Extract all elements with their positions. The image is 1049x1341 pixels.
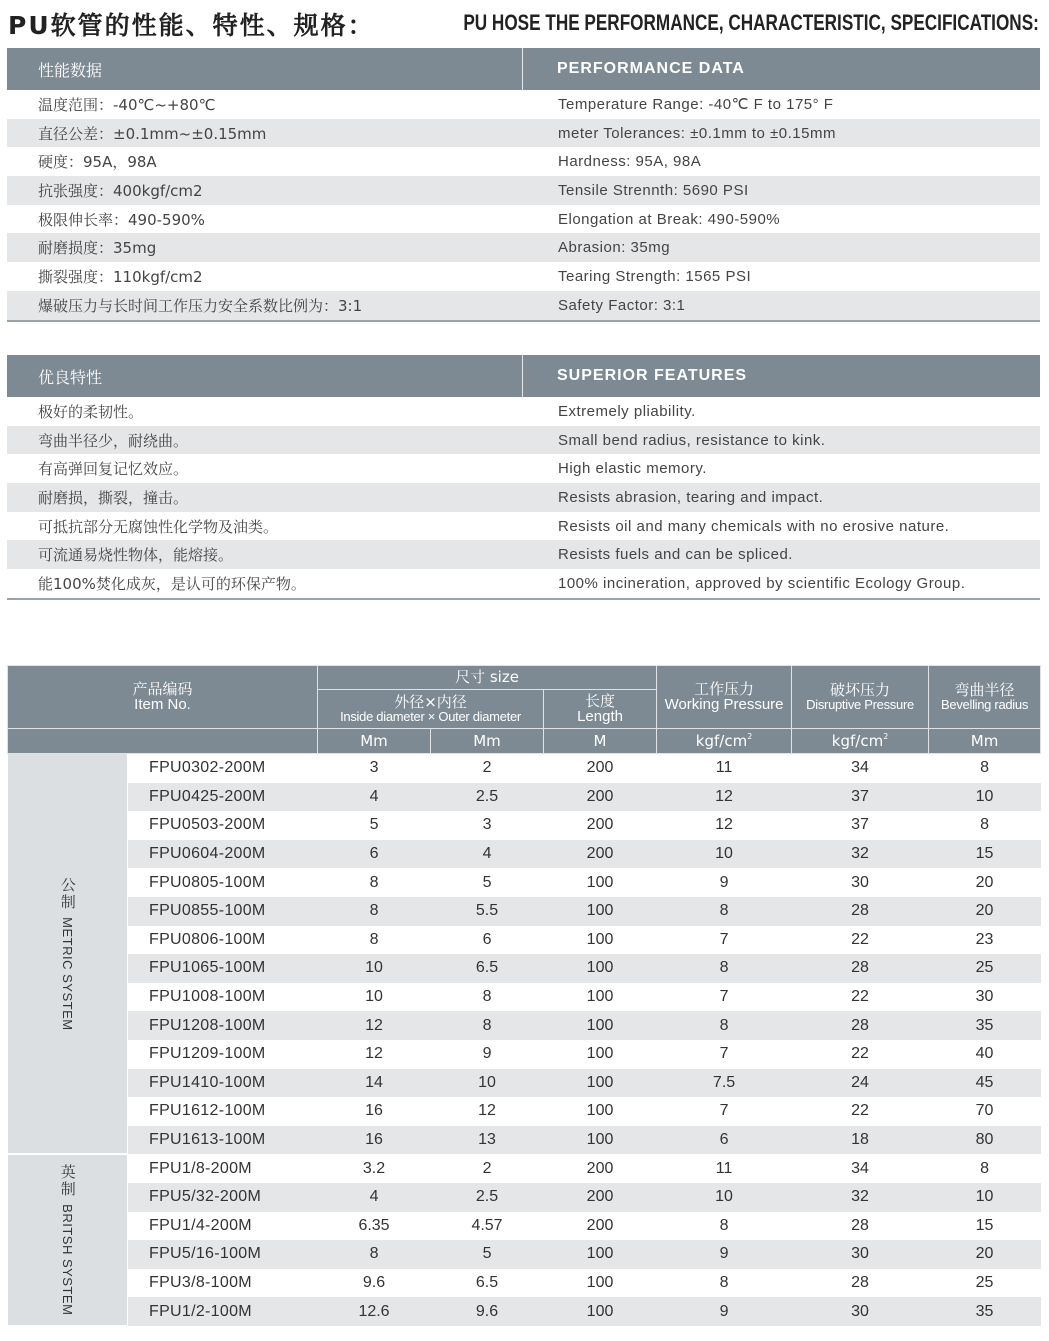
cell-outer-diameter: 8 xyxy=(318,897,431,926)
performance-row xyxy=(7,90,1040,119)
cell-disruptive-pressure: 22 xyxy=(851,1045,869,1063)
cell-working-pressure: 7.5 xyxy=(657,1069,792,1098)
page-title-cn: PU软管的性能、特性、规格： xyxy=(8,11,375,40)
cell-disruptive-pressure: 22 xyxy=(851,1102,869,1120)
cell-bevelling-radius: 8 xyxy=(980,1159,989,1177)
performance-header-en: PERFORMANCE DATA xyxy=(557,60,745,77)
divider xyxy=(7,320,1040,322)
unit-dp-text: kgf/cm xyxy=(831,731,884,750)
cell-outer-diameter: 8 xyxy=(318,1240,431,1269)
performance-cn: 硬度：95A，98A xyxy=(38,153,157,172)
cell-outer-diameter: 8 xyxy=(369,873,379,891)
unit-br: Mm xyxy=(929,729,1041,754)
table-row xyxy=(8,1212,1041,1241)
cell-outer-diameter: 6.35 xyxy=(358,1216,390,1234)
performance-cn: 直径公差：±0.1mm~±0.15mm xyxy=(38,124,267,143)
cell-working-pressure: 8 xyxy=(719,1216,729,1234)
cell-item-code: FPU1612-100M xyxy=(149,1102,266,1120)
cell-length: 100 xyxy=(586,930,614,948)
cell-outer-diameter: 12.6 xyxy=(318,1297,431,1326)
cell-item-code: FPU0425-200M xyxy=(128,783,318,812)
performance-row xyxy=(7,205,1040,234)
cell-length: 100 xyxy=(586,1273,614,1291)
cell-working-pressure: 7 xyxy=(719,1045,729,1063)
cell-inner-diameter: 2 xyxy=(482,1159,492,1177)
cell-outer-diameter: 9.6 xyxy=(362,1273,386,1291)
table-row xyxy=(8,1240,1041,1269)
performance-cn: 撕裂强度：110kgf/cm2 xyxy=(38,267,203,286)
header-length-cn: 长度 xyxy=(585,691,616,710)
cell-length: 200 xyxy=(544,840,657,869)
cell-disruptive-pressure: 18 xyxy=(792,1126,929,1155)
cell-working-pressure: 9 xyxy=(657,1240,792,1269)
cell-length: 100 xyxy=(544,1126,657,1155)
cell-outer-diameter: 8 xyxy=(369,930,379,948)
table-row xyxy=(8,783,1041,812)
group-label xyxy=(8,754,128,1155)
unit-wp-text: kgf/cm xyxy=(695,731,748,750)
unit-wp xyxy=(657,729,792,754)
cell-bevelling-radius: 20 xyxy=(929,897,1041,926)
performance-en: Hardness: 95A, 98A xyxy=(558,153,702,171)
cell-length: 100 xyxy=(586,1102,614,1120)
cell-outer-diameter: 14 xyxy=(318,1069,431,1098)
cell-length: 100 xyxy=(586,1045,614,1063)
cell-outer-diameter: 12 xyxy=(318,1011,431,1040)
spec-body xyxy=(8,754,1041,1326)
group-label-en: METRIC SYSTEM xyxy=(59,917,75,1031)
performance-en: Elongation at Break: 490-590% xyxy=(558,210,781,228)
performance-en: Tensile Strennth: 5690 PSI xyxy=(558,181,749,199)
features-header-en: SUPERIOR FEATURES xyxy=(557,367,748,384)
table-row xyxy=(8,811,1041,840)
cell-inner-diameter: 9.6 xyxy=(431,1297,544,1326)
cell-item-code: FPU1008-100M xyxy=(149,988,266,1006)
feature-cn: 有高弹回复记忆效应。 xyxy=(38,460,189,479)
performance-en: Abrasion: 35mg xyxy=(558,239,671,257)
cell-bevelling-radius: 10 xyxy=(929,783,1041,812)
cell-item-code: FPU5/32-200M xyxy=(128,1183,318,1212)
cell-bevelling-radius: 40 xyxy=(975,1045,994,1063)
header-length-en: Length xyxy=(577,708,623,725)
cell-item-code: FPU1208-100M xyxy=(128,1011,318,1040)
group-label-en: BRITSH SYSTEM xyxy=(59,1204,75,1316)
cell-outer-diameter: 5 xyxy=(369,816,379,834)
header-disruptive-pressure xyxy=(792,666,929,729)
cell-bevelling-radius: 25 xyxy=(929,954,1041,983)
header-dp-en: Disruptive Pressure xyxy=(806,697,914,713)
cell-item-code: FPU0806-100M xyxy=(149,930,266,948)
cell-working-pressure: 7 xyxy=(719,988,729,1006)
cell-disruptive-pressure: 30 xyxy=(792,1240,929,1269)
page-title-en: PU HOSE THE PERFORMANCE, CHARACTERISTIC, SPECIFICATIONS: xyxy=(463,10,1039,35)
cell-working-pressure: 8 xyxy=(657,1011,792,1040)
feature-row xyxy=(7,540,1040,569)
cell-length: 100 xyxy=(544,1297,657,1326)
performance-row xyxy=(7,291,1040,320)
cell-item-code: FPU1/2-100M xyxy=(128,1297,318,1326)
table-row xyxy=(8,754,1041,783)
cell-item-code: FPU5/16-100M xyxy=(128,1240,318,1269)
cell-inner-diameter: 4 xyxy=(431,840,544,869)
cell-bevelling-radius: 35 xyxy=(929,1011,1041,1040)
table-row xyxy=(8,1183,1041,1212)
cell-bevelling-radius: 20 xyxy=(929,1240,1041,1269)
cell-bevelling-radius: 45 xyxy=(929,1069,1041,1098)
cell-disruptive-pressure: 32 xyxy=(792,1183,929,1212)
feature-en: Resists oil and many chemicals with no erosive nature. xyxy=(558,517,950,535)
performance-cn: 极限伸长率：490-590% xyxy=(38,210,205,229)
cell-disruptive-pressure: 34 xyxy=(851,1159,869,1177)
cell-inner-diameter: 3 xyxy=(482,816,492,834)
cell-length: 200 xyxy=(586,816,614,834)
group-label xyxy=(8,1154,128,1326)
divider xyxy=(7,598,1040,600)
cell-disruptive-pressure: 28 xyxy=(792,954,929,983)
table-row xyxy=(8,1011,1041,1040)
feature-en: High elastic memory. xyxy=(558,460,707,478)
cell-inner-diameter: 5 xyxy=(431,1240,544,1269)
table-row xyxy=(8,840,1041,869)
unit-dp-sup: 2 xyxy=(883,731,889,741)
cell-item-code: FPU0503-200M xyxy=(149,816,266,834)
table-row xyxy=(8,1297,1041,1326)
table-row xyxy=(8,1269,1041,1298)
cell-length: 100 xyxy=(544,954,657,983)
cell-outer-diameter: 10 xyxy=(365,988,383,1006)
cell-inner-diameter: 6.5 xyxy=(431,954,544,983)
cell-length: 200 xyxy=(544,783,657,812)
cell-item-code: FPU1/8-200M xyxy=(149,1159,252,1177)
cell-item-code: FPU1/4-200M xyxy=(149,1216,252,1234)
cell-bevelling-radius: 23 xyxy=(975,930,994,948)
performance-header-cn: 性能数据 xyxy=(7,48,523,90)
unit-id: Mm xyxy=(431,729,544,754)
performance-cn: 温度范围：-40℃~+80℃ xyxy=(38,95,216,114)
performance-en: meter Tolerances: ±0.1mm to ±0.15mm xyxy=(558,124,836,142)
cell-inner-diameter: 13 xyxy=(431,1126,544,1155)
cell-inner-diameter: 6 xyxy=(482,930,492,948)
cell-disruptive-pressure: 28 xyxy=(792,1011,929,1040)
feature-row xyxy=(7,454,1040,483)
spec-table xyxy=(7,665,1041,1327)
table-row xyxy=(8,897,1041,926)
cell-inner-diameter: 2 xyxy=(482,759,492,777)
header-size: 尺寸 size xyxy=(318,666,657,690)
cell-length: 100 xyxy=(586,873,614,891)
unit-spacer xyxy=(8,729,318,754)
performance-en: Tearing Strength: 1565 PSI xyxy=(558,267,752,285)
header-working-pressure xyxy=(657,666,792,729)
feature-row xyxy=(7,512,1040,541)
cell-working-pressure: 7 xyxy=(719,930,729,948)
cell-bevelling-radius: 25 xyxy=(975,1273,994,1291)
feature-en: 100% incineration, approved by scientific Ecology Group. xyxy=(558,574,966,592)
performance-row xyxy=(7,233,1040,262)
cell-disruptive-pressure: 22 xyxy=(851,930,869,948)
cell-disruptive-pressure: 28 xyxy=(851,1273,869,1291)
feature-cn: 极好的柔韧性。 xyxy=(38,402,144,421)
cell-disruptive-pressure: 32 xyxy=(792,840,929,869)
cell-item-code: FPU1410-100M xyxy=(128,1069,318,1098)
performance-cn: 爆破压力与长时间工作压力安全系数比例为：3:1 xyxy=(38,296,363,315)
unit-length: M xyxy=(544,729,657,754)
feature-en: Resists fuels and can be spliced. xyxy=(558,546,793,564)
cell-length: 100 xyxy=(544,1011,657,1040)
cell-bevelling-radius: 8 xyxy=(980,759,989,777)
header-diameter-cn: 外径×内径 xyxy=(394,692,467,711)
unit-dp xyxy=(792,729,929,754)
cell-working-pressure: 10 xyxy=(657,1183,792,1212)
performance-en: Safety Factor: 3:1 xyxy=(558,296,686,314)
cell-working-pressure: 12 xyxy=(715,816,733,834)
cell-length: 200 xyxy=(544,1183,657,1212)
feature-row xyxy=(7,569,1040,598)
cell-disruptive-pressure: 37 xyxy=(851,816,869,834)
table-row xyxy=(8,1040,1041,1069)
performance-row xyxy=(7,147,1040,176)
cell-item-code: FPU1209-100M xyxy=(149,1045,266,1063)
features-header-cn: 优良特性 xyxy=(7,355,523,397)
cell-bevelling-radius: 8 xyxy=(980,816,989,834)
table-row xyxy=(8,926,1041,955)
cell-outer-diameter: 16 xyxy=(318,1126,431,1155)
performance-en: Temperature Range: -40℃ F to 175° F xyxy=(558,96,834,114)
group-label-cn: 英制 xyxy=(58,1164,76,1199)
cell-working-pressure: 8 xyxy=(657,897,792,926)
cell-bevelling-radius: 15 xyxy=(929,840,1041,869)
cell-item-code: FPU0805-100M xyxy=(149,873,266,891)
feature-cn: 可抵抗部分无腐蚀性化学物及油类。 xyxy=(38,517,279,536)
performance-rows xyxy=(7,90,1040,320)
header-br-en: Bevelling radius xyxy=(941,697,1029,713)
table-row xyxy=(8,1097,1041,1126)
header-bevelling-radius xyxy=(929,666,1041,729)
cell-disruptive-pressure: 28 xyxy=(851,1216,869,1234)
header-item-no xyxy=(8,666,318,729)
feature-row xyxy=(7,426,1040,455)
table-row xyxy=(8,954,1041,983)
performance-header xyxy=(7,48,1040,90)
cell-length: 100 xyxy=(544,1069,657,1098)
header-diameter-en: Inside diameter × Outer diameter xyxy=(340,709,521,725)
cell-item-code: FPU1065-100M xyxy=(128,954,318,983)
cell-disruptive-pressure: 30 xyxy=(792,1297,929,1326)
header-wp-cn: 工作压力 xyxy=(694,679,755,698)
cell-disruptive-pressure: 37 xyxy=(792,783,929,812)
cell-item-code: FPU0302-200M xyxy=(149,759,266,777)
cell-inner-diameter: 9 xyxy=(482,1045,492,1063)
cell-inner-diameter: 4.57 xyxy=(471,1216,503,1234)
performance-row xyxy=(7,176,1040,205)
cell-working-pressure: 6 xyxy=(657,1126,792,1155)
header-length xyxy=(544,690,657,729)
feature-cn: 弯曲半径少，耐绕曲。 xyxy=(38,431,189,450)
cell-working-pressure: 8 xyxy=(657,954,792,983)
performance-row xyxy=(7,262,1040,291)
table-row xyxy=(8,868,1041,897)
feature-cn: 可流通易烧性物体，能熔接。 xyxy=(38,546,234,565)
unit-od: Mm xyxy=(318,729,431,754)
cell-item-code: FPU1613-100M xyxy=(128,1126,318,1155)
performance-cn: 抗张强度：400kgf/cm2 xyxy=(38,181,203,200)
cell-length: 100 xyxy=(544,1240,657,1269)
feature-en: Small bend radius, resistance to kink. xyxy=(558,431,826,449)
cell-working-pressure: 8 xyxy=(719,1273,729,1291)
feature-en: Resists abrasion, tearing and impact. xyxy=(558,488,824,506)
cell-working-pressure: 11 xyxy=(715,759,733,777)
cell-outer-diameter: 4 xyxy=(318,783,431,812)
unit-wp-sup: 2 xyxy=(747,731,753,741)
feature-en: Extremely pliability. xyxy=(558,402,696,420)
header-br-cn: 弯曲半径 xyxy=(954,680,1015,699)
feature-cn: 能100%焚化成灰，是认可的环保产物。 xyxy=(38,574,306,593)
feature-row xyxy=(7,483,1040,512)
cell-item-code: FPU3/8-100M xyxy=(149,1273,252,1291)
cell-working-pressure: 10 xyxy=(657,840,792,869)
cell-bevelling-radius: 20 xyxy=(975,873,994,891)
feature-row xyxy=(7,397,1040,426)
cell-bevelling-radius: 35 xyxy=(929,1297,1041,1326)
cell-disruptive-pressure: 22 xyxy=(851,988,869,1006)
cell-item-code: FPU0604-200M xyxy=(128,840,318,869)
table-row xyxy=(8,983,1041,1012)
cell-bevelling-radius: 80 xyxy=(929,1126,1041,1155)
cell-length: 200 xyxy=(586,759,614,777)
features-section xyxy=(7,355,1040,600)
cell-inner-diameter: 5.5 xyxy=(431,897,544,926)
features-rows xyxy=(7,397,1040,598)
cell-working-pressure: 7 xyxy=(719,1102,729,1120)
cell-disruptive-pressure: 30 xyxy=(851,873,869,891)
cell-length: 100 xyxy=(586,988,614,1006)
cell-working-pressure: 9 xyxy=(657,1297,792,1326)
header-dp-cn: 破坏压力 xyxy=(830,680,891,699)
cell-outer-diameter: 16 xyxy=(365,1102,383,1120)
cell-inner-diameter: 12 xyxy=(478,1102,496,1120)
cell-bevelling-radius: 30 xyxy=(975,988,994,1006)
cell-inner-diameter: 10 xyxy=(431,1069,544,1098)
table-row xyxy=(8,1069,1041,1098)
cell-working-pressure: 9 xyxy=(719,873,729,891)
header-diameter xyxy=(318,690,544,729)
cell-outer-diameter: 3 xyxy=(369,759,379,777)
cell-item-code: FPU0855-100M xyxy=(128,897,318,926)
cell-bevelling-radius: 15 xyxy=(975,1216,994,1234)
cell-inner-diameter: 2.5 xyxy=(431,1183,544,1212)
cell-inner-diameter: 2.5 xyxy=(431,783,544,812)
cell-outer-diameter: 6 xyxy=(318,840,431,869)
group-label-cn: 公制 xyxy=(58,876,76,911)
header-item-cn: 产品编码 xyxy=(132,679,193,698)
cell-bevelling-radius: 70 xyxy=(975,1102,994,1120)
cell-outer-diameter: 3.2 xyxy=(362,1159,386,1177)
cell-length: 100 xyxy=(544,897,657,926)
cell-inner-diameter: 8 xyxy=(431,1011,544,1040)
group-label-text xyxy=(57,1164,78,1315)
cell-disruptive-pressure: 24 xyxy=(792,1069,929,1098)
cell-working-pressure: 11 xyxy=(715,1159,733,1177)
features-header xyxy=(7,355,1040,397)
cell-outer-diameter: 12 xyxy=(365,1045,383,1063)
feature-cn: 耐磨损，撕裂，撞击。 xyxy=(38,488,189,507)
cell-inner-diameter: 8 xyxy=(482,988,492,1006)
cell-length: 200 xyxy=(586,1216,614,1234)
cell-inner-diameter: 6.5 xyxy=(475,1273,499,1291)
cell-outer-diameter: 10 xyxy=(318,954,431,983)
table-row xyxy=(8,1126,1041,1155)
performance-row xyxy=(7,119,1040,148)
performance-section xyxy=(7,48,1040,322)
performance-cn: 耐磨损度：35mg xyxy=(38,239,157,258)
cell-working-pressure: 12 xyxy=(657,783,792,812)
cell-disruptive-pressure: 34 xyxy=(851,759,869,777)
cell-outer-diameter: 4 xyxy=(318,1183,431,1212)
cell-disruptive-pressure: 28 xyxy=(792,897,929,926)
header-item-en: Item No. xyxy=(134,696,191,713)
header-wp-en: Working Pressure xyxy=(664,696,784,713)
table-row xyxy=(8,1154,1041,1183)
cell-inner-diameter: 5 xyxy=(482,873,492,891)
cell-length: 200 xyxy=(586,1159,614,1177)
cell-bevelling-radius: 10 xyxy=(929,1183,1041,1212)
group-label-text xyxy=(57,877,78,1031)
